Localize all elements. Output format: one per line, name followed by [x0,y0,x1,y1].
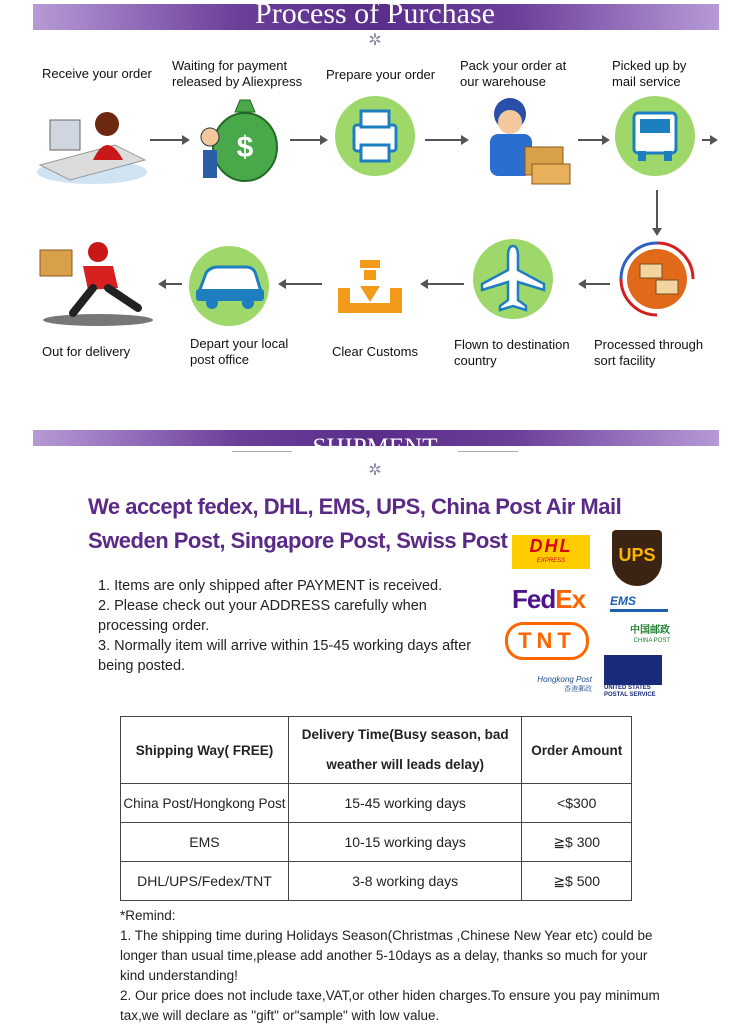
step-sort-label: Processed through sort facility [594,337,704,368]
step-delivery-label: Out for delivery [42,344,131,359]
shipping-table [120,716,632,901]
step-customs-label: Clear Customs [332,344,418,359]
rule-1: 1. Items are only shipped after PAYMENT is received. [98,578,443,594]
fedex-logo [512,584,585,615]
rule-2: 2. Please check out your ADDRESS carefully when processing order. [98,598,427,634]
dhl-logo-sub: EXPRESS [536,558,566,564]
china-post-logo-en: CHINA POST [633,638,670,644]
china-post-logo-cn: 中国邮政 [630,625,670,636]
customs-officer-icon [330,258,410,318]
table-cell: DHL/UPS/Fedex/TNT [121,862,289,901]
carriers-headline-2: Sweden Post, Singapore Post, Swiss Post [88,528,508,553]
remind-section [120,906,660,1026]
money-bag-icon [195,92,280,187]
step-pickup-label: Picked up by mail service [612,58,687,89]
dhl-logo-text: DHL [529,536,573,556]
table-row [121,823,632,862]
car-icon [188,245,270,327]
rule-3: 3. Normally item will arrive within 15-45 working days after being posted. [98,638,472,674]
delivery-truck-icon [614,95,696,177]
arrow-left-3 [280,283,322,285]
table-cell: <$300 [522,784,632,823]
step-depart-label: Depart your local post office [190,336,289,367]
arrow-right-3 [425,139,467,141]
usps-logo [604,655,666,703]
china-post-logo [606,625,670,649]
svg-text:$: $ [236,131,254,164]
table-cell: China Post/Hongkong Post [121,784,289,823]
shipment-title: SHIPMENT [312,434,438,461]
arrow-right-5 [702,139,716,141]
table-cell: 3-8 working days [288,862,521,901]
table-cell: EMS [121,823,289,862]
step-payment-label: Waiting for payment released by Aliexpress [172,58,303,89]
table-header: Delivery Time(Busy season, bad weather will leads delay) [288,717,521,784]
airplane-icon [472,238,554,320]
table-header: Shipping Way( FREE) [121,717,289,784]
ems-logo [610,593,668,612]
arrow-right-1 [150,139,188,141]
remind-line-1: 1. The shipping time during Holidays Season(Christmas ,Chinese New Year etc) could be longer than usual time,please add another 5-10days as a delay, thanks so much for your kind understanding! [120,928,653,983]
courier-running-icon [38,238,153,328]
ups-logo [612,530,662,586]
arrow-down-head [652,228,662,236]
table-header-row [121,717,632,784]
ups-logo-text: UPS [618,545,656,565]
tnt-logo-text: TNT [505,622,589,660]
dhl-logo [512,535,590,569]
fedex-logo-ex: Ex [555,584,586,614]
step-receive-label: Receive your order [42,66,152,81]
table-header: Order Amount [522,717,632,784]
hongkong-post-logo [512,665,592,701]
purchase-title: Process of Purchase [255,0,495,30]
hongkong-post-logo-cn: 香港郵政 [564,686,592,693]
table-cell: 15-45 working days [288,784,521,823]
tnt-logo [505,622,589,654]
table-row [121,784,632,823]
shipping-rules [98,576,488,676]
carriers-headline-1: We accept fedex, DHL, EMS, UPS, China Post Air Mail [88,494,622,519]
printer-icon [334,95,416,177]
remind-title: *Remind: [120,908,176,923]
gem-icon: ✲ [368,32,382,49]
table-cell: ≧$ 500 [522,862,632,901]
fedex-logo-fed: Fed [512,584,556,614]
usps-logo-text: UNITED STATES POSTAL SERVICE [604,685,656,698]
ems-logo-text: EMS [610,594,637,608]
step-flown-label: Flown to destination country [454,337,570,368]
arrow-right-2 [290,139,326,141]
table-cell: ≧$ 300 [522,823,632,862]
arrow-left-2 [422,283,464,285]
arrow-left-4 [160,283,182,285]
gem-icon: ✲ [368,462,382,479]
warehouse-worker-icon [480,92,575,187]
remind-line-2: 2. Our price does not include taxe,VAT,or other hiden charges.To ensure you pay minimum tax,we will declare as "gift" or"sample" with low value. [120,988,660,1023]
sort-facility-icon [616,238,698,320]
step-prepare-label: Prepare your order [326,67,436,82]
table-cell: 10-15 working days [288,823,521,862]
computer-operator-icon [35,100,150,185]
arrow-down [656,190,658,230]
table-row [121,862,632,901]
arrow-left-1 [580,283,610,285]
step-pack-label: Pack your order at our warehouse [460,58,567,89]
arrow-right-4 [578,139,608,141]
usps-eagle [604,655,662,685]
hongkong-post-logo-text: Hongkong Post [537,675,592,684]
